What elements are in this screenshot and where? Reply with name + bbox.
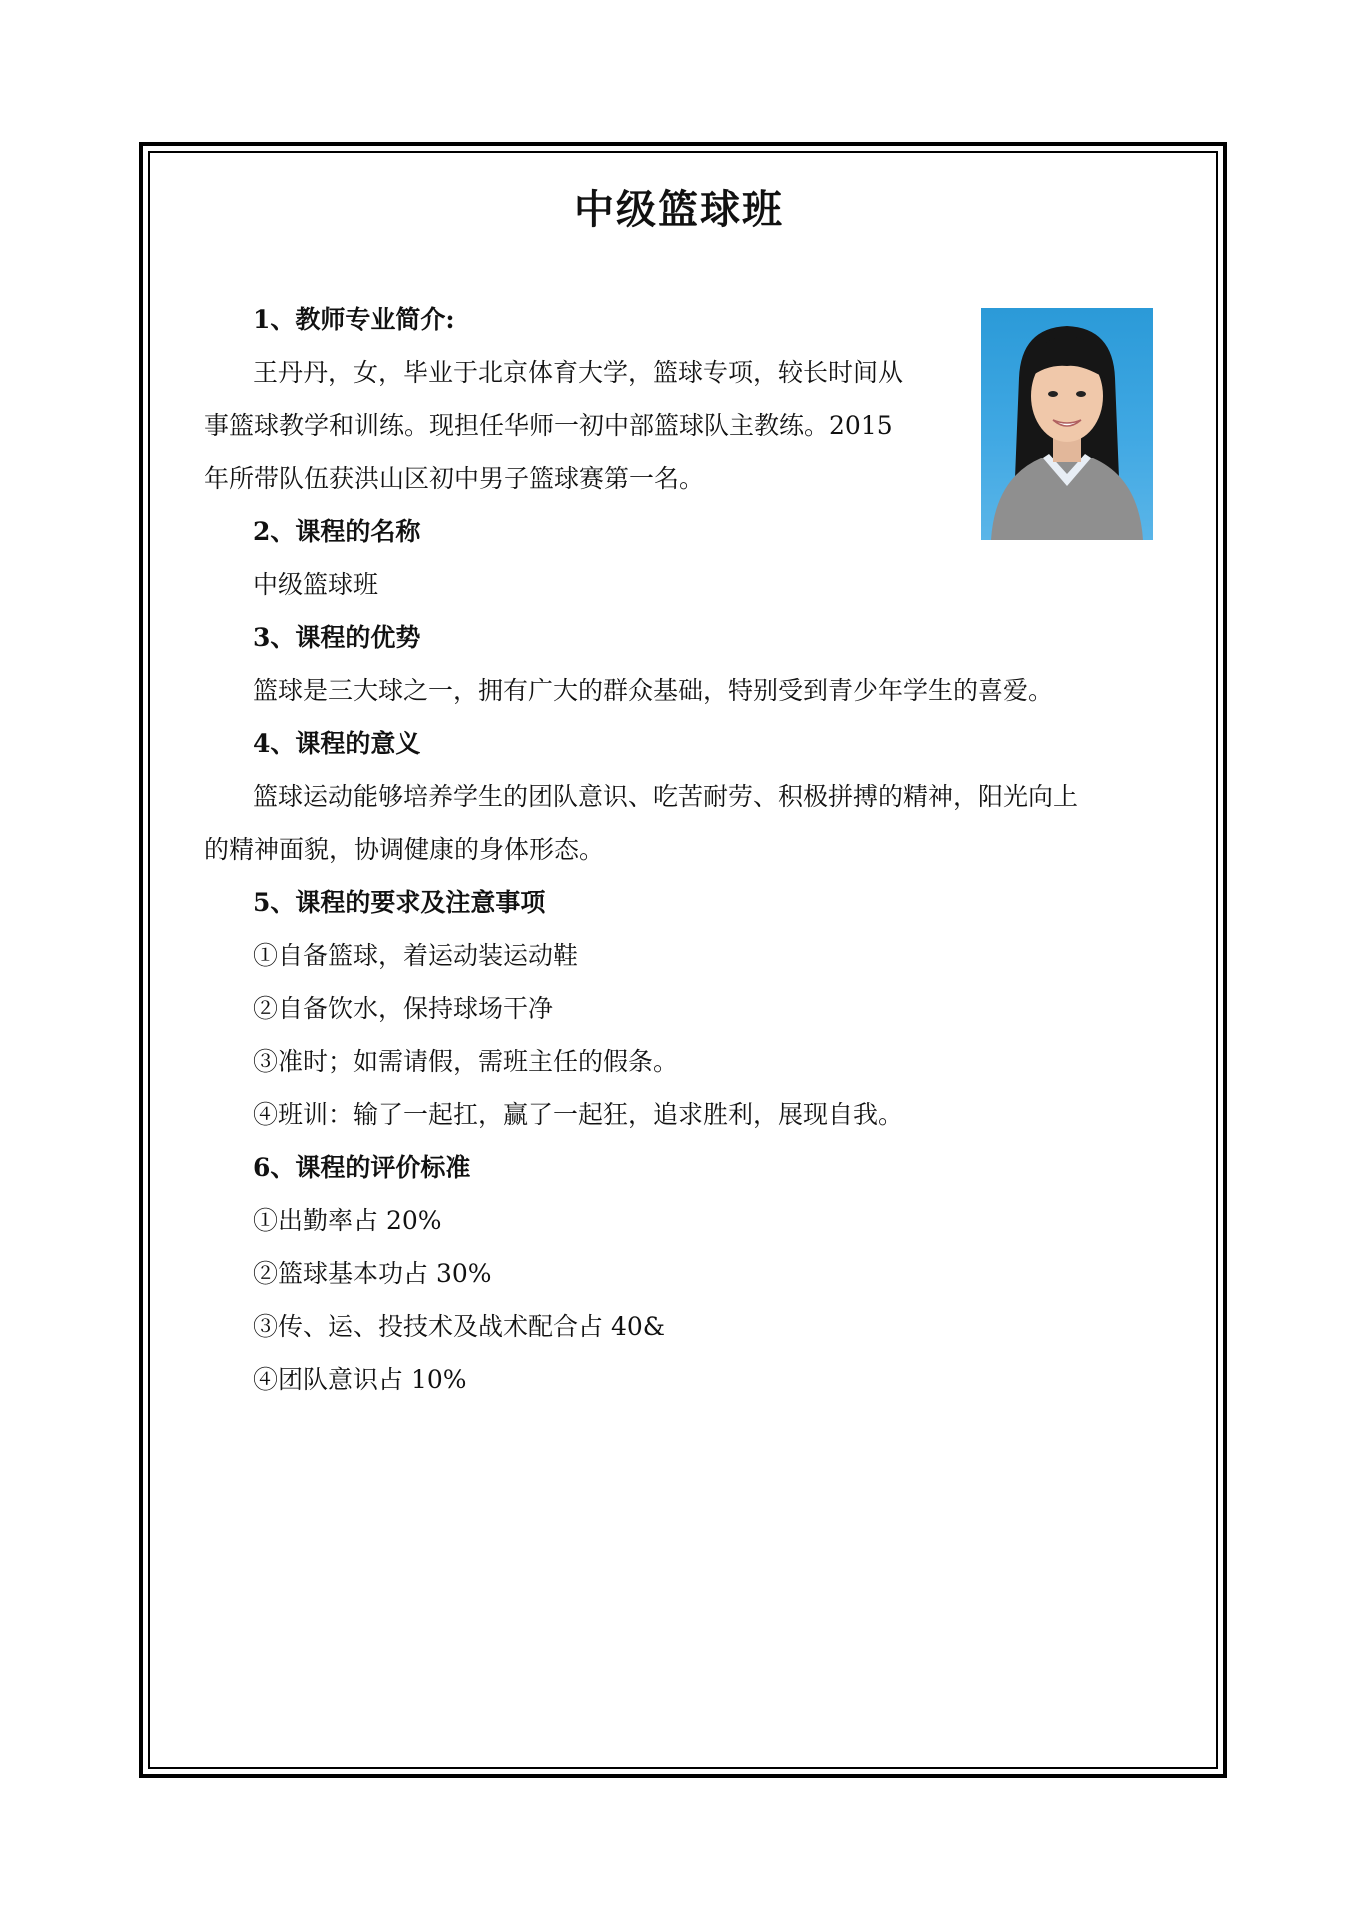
section-4-line: 篮球运动能够培养学生的团队意识、吃苦耐劳、积极拼搏的精神，阳光向上	[253, 782, 1079, 811]
section-3-heading: 3、课程的优势	[253, 623, 421, 652]
section-5-item: ①自备篮球，着运动装运动鞋	[253, 941, 579, 970]
section-4-line: 的精神面貌，协调健康的身体形态。	[204, 835, 605, 864]
section-6-item: ①出勤率占 20%	[253, 1206, 442, 1235]
section-2-heading: 2、课程的名称	[253, 517, 421, 546]
section-5-item: ②自备饮水，保持球场干净	[253, 994, 554, 1023]
section-6-item: ④团队意识占 10%	[253, 1365, 467, 1394]
section-1-line: 王丹丹，女，毕业于北京体育大学，篮球专项，较长时间从	[253, 358, 904, 387]
section-1-line: 事篮球教学和训练。现担任华师一初中部篮球队主教练。2015	[204, 411, 893, 440]
section-5-heading: 5、课程的要求及注意事项	[253, 888, 546, 917]
section-5-item: ③准时；如需请假，需班主任的假条。	[253, 1047, 679, 1076]
section-6-item: ②篮球基本功占 30%	[253, 1259, 492, 1288]
section-1-line: 年所带队伍获洪山区初中男子篮球赛第一名。	[204, 464, 705, 493]
portrait-icon	[981, 308, 1153, 540]
teacher-portrait-photo	[981, 308, 1153, 540]
section-5-item: ④班训：输了一起扛，赢了一起狂，追求胜利，展现自我。	[253, 1100, 904, 1129]
page-title: 中级篮球班	[574, 186, 784, 233]
section-3-line: 篮球是三大球之一，拥有广大的群众基础，特别受到青少年学生的喜爱。	[253, 676, 1054, 705]
section-6-item: ③传、运、投技术及战术配合占 40&	[253, 1312, 666, 1341]
section-2-line: 中级篮球班	[253, 570, 379, 599]
section-1-heading: 1、教师专业简介:	[253, 305, 455, 334]
section-6-heading: 6、课程的评价标准	[253, 1153, 471, 1182]
section-4-heading: 4、课程的意义	[253, 729, 421, 758]
